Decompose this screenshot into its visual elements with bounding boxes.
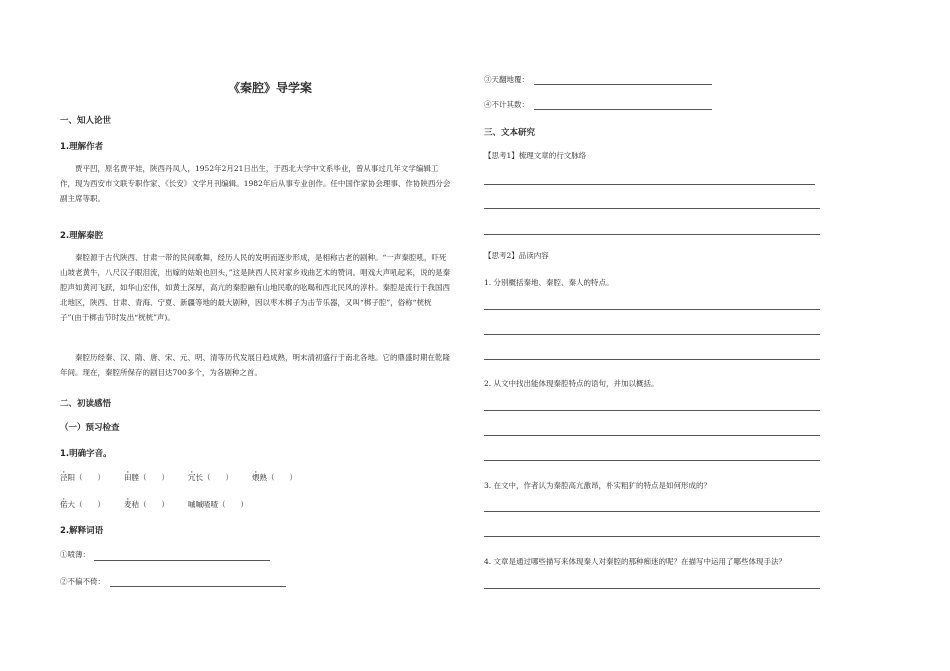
answer-line[interactable] [484, 359, 820, 360]
answer-line[interactable] [484, 511, 820, 512]
explain-heading: 2.解释词语 [60, 526, 104, 536]
preview-subheading: （一）预习检查 [60, 423, 120, 433]
pron-item: 煨熟（ ） [252, 473, 297, 482]
section-1-heading: 一、知人论世 [60, 116, 112, 126]
question-3: 3. 在文中，作者认为秦腔高亢激昂，朴实粗犷的特点是如何形成的？ [484, 481, 712, 490]
page-title: 《秦腔》导学案 [228, 81, 313, 95]
term-label: ①喷薄： [60, 550, 90, 559]
answer-line[interactable] [534, 84, 712, 85]
pron-item: 嘁嘁喳喳（ ） [188, 500, 248, 509]
pron-item: 偌大（ ） [60, 500, 105, 509]
section-2-heading: 二、初读感悟 [60, 399, 112, 409]
pron-item: 冗长（ ） [188, 473, 233, 482]
question-1: 1. 分别概括秦地、秦腔、秦人的特点。 [484, 278, 614, 287]
answer-line[interactable] [534, 109, 712, 110]
answer-line[interactable] [94, 560, 270, 561]
answer-line[interactable] [484, 208, 820, 209]
question-4: 4. 文章是通过哪些描写来体现秦人对秦腔的那种痴迷的呢？在描写中运用了哪些体现手法？ [484, 557, 787, 566]
think-1-prompt: 【思考1】梳理文章的行文脉络 [484, 151, 587, 160]
qinqiang-paragraph-2: 秦腔历经秦、汉、隋、唐、宋、元、明、清等历代发展日趋成熟，明末清初盛行于南北各地。它的鼎盛时期在乾隆年间。现在，秦腔所保存的剧目达700多个，为各剧种之首。 [60, 353, 450, 377]
section-3-heading: 三、文本研究 [484, 128, 536, 138]
term-label: ②不偏不倚： [60, 577, 105, 586]
pron-item: 泾阳（ ） [60, 473, 105, 482]
pron-item: 田塍（ ） [124, 473, 169, 482]
answer-line[interactable] [484, 309, 820, 310]
question-2: 2. 从文中找出能体现秦腔特点的语句，并加以概括。 [484, 379, 659, 388]
answer-line[interactable] [484, 184, 815, 185]
qinqiang-heading: 2.理解秦腔 [60, 231, 104, 241]
think-2-prompt: 【思考2】品读内容 [484, 251, 549, 260]
qinqiang-paragraph-1: 秦腔源于古代陕西、甘肃一带的民间歌舞，经历人民的发明而逐步形成，是相称古老的剧种。“一声秦腔吼，吓死山坡老黄牛，八尺汉子眼泪流，出嫁的姑娘也回头，”这是陕西人民对家乡戏曲艺术的赞词。唱戏大声吼起来，说的是秦腔声如黄河飞跃，如华山宏伟，如黄土深厚，高亢的秦腔融有山地民歌的吆喝和西北民风的淳朴。秦腔是流行于我国西北地区，陕西、甘肃、青海、宁夏、新疆等地的最大剧种，因以枣木梆子为击节乐器，又叫“梆子腔”，俗称“桄桄子”(由于梆击节时发出“桄桄”声)。 [60, 253, 451, 322]
answer-line[interactable] [484, 234, 820, 235]
answer-line[interactable] [484, 410, 820, 411]
term-label: ④不计其数： [484, 100, 529, 109]
answer-line[interactable] [484, 460, 820, 461]
author-heading: 1.理解作者 [60, 142, 104, 152]
answer-line[interactable] [484, 536, 820, 537]
answer-line[interactable] [484, 588, 820, 589]
pron-item: 麦秸（ ） [124, 500, 169, 509]
answer-line[interactable] [484, 334, 820, 335]
term-label: ③天翻地覆： [484, 75, 529, 84]
author-paragraph: 贾平凹，原名贾平娃，陕西丹凤人，1952年2月21日出生，于西北大学中文系毕业，曾从事过几年文学编辑工作，现为西安市文联专职作家、《长安》文学月刊编辑。1982年后从事专业创作。任中国作家协会理事、作协陕西分会副主席等职。 [60, 164, 451, 203]
answer-line[interactable] [110, 586, 286, 587]
pronunciation-heading: 1.明确字音。 [60, 449, 112, 459]
answer-line[interactable] [484, 435, 820, 436]
